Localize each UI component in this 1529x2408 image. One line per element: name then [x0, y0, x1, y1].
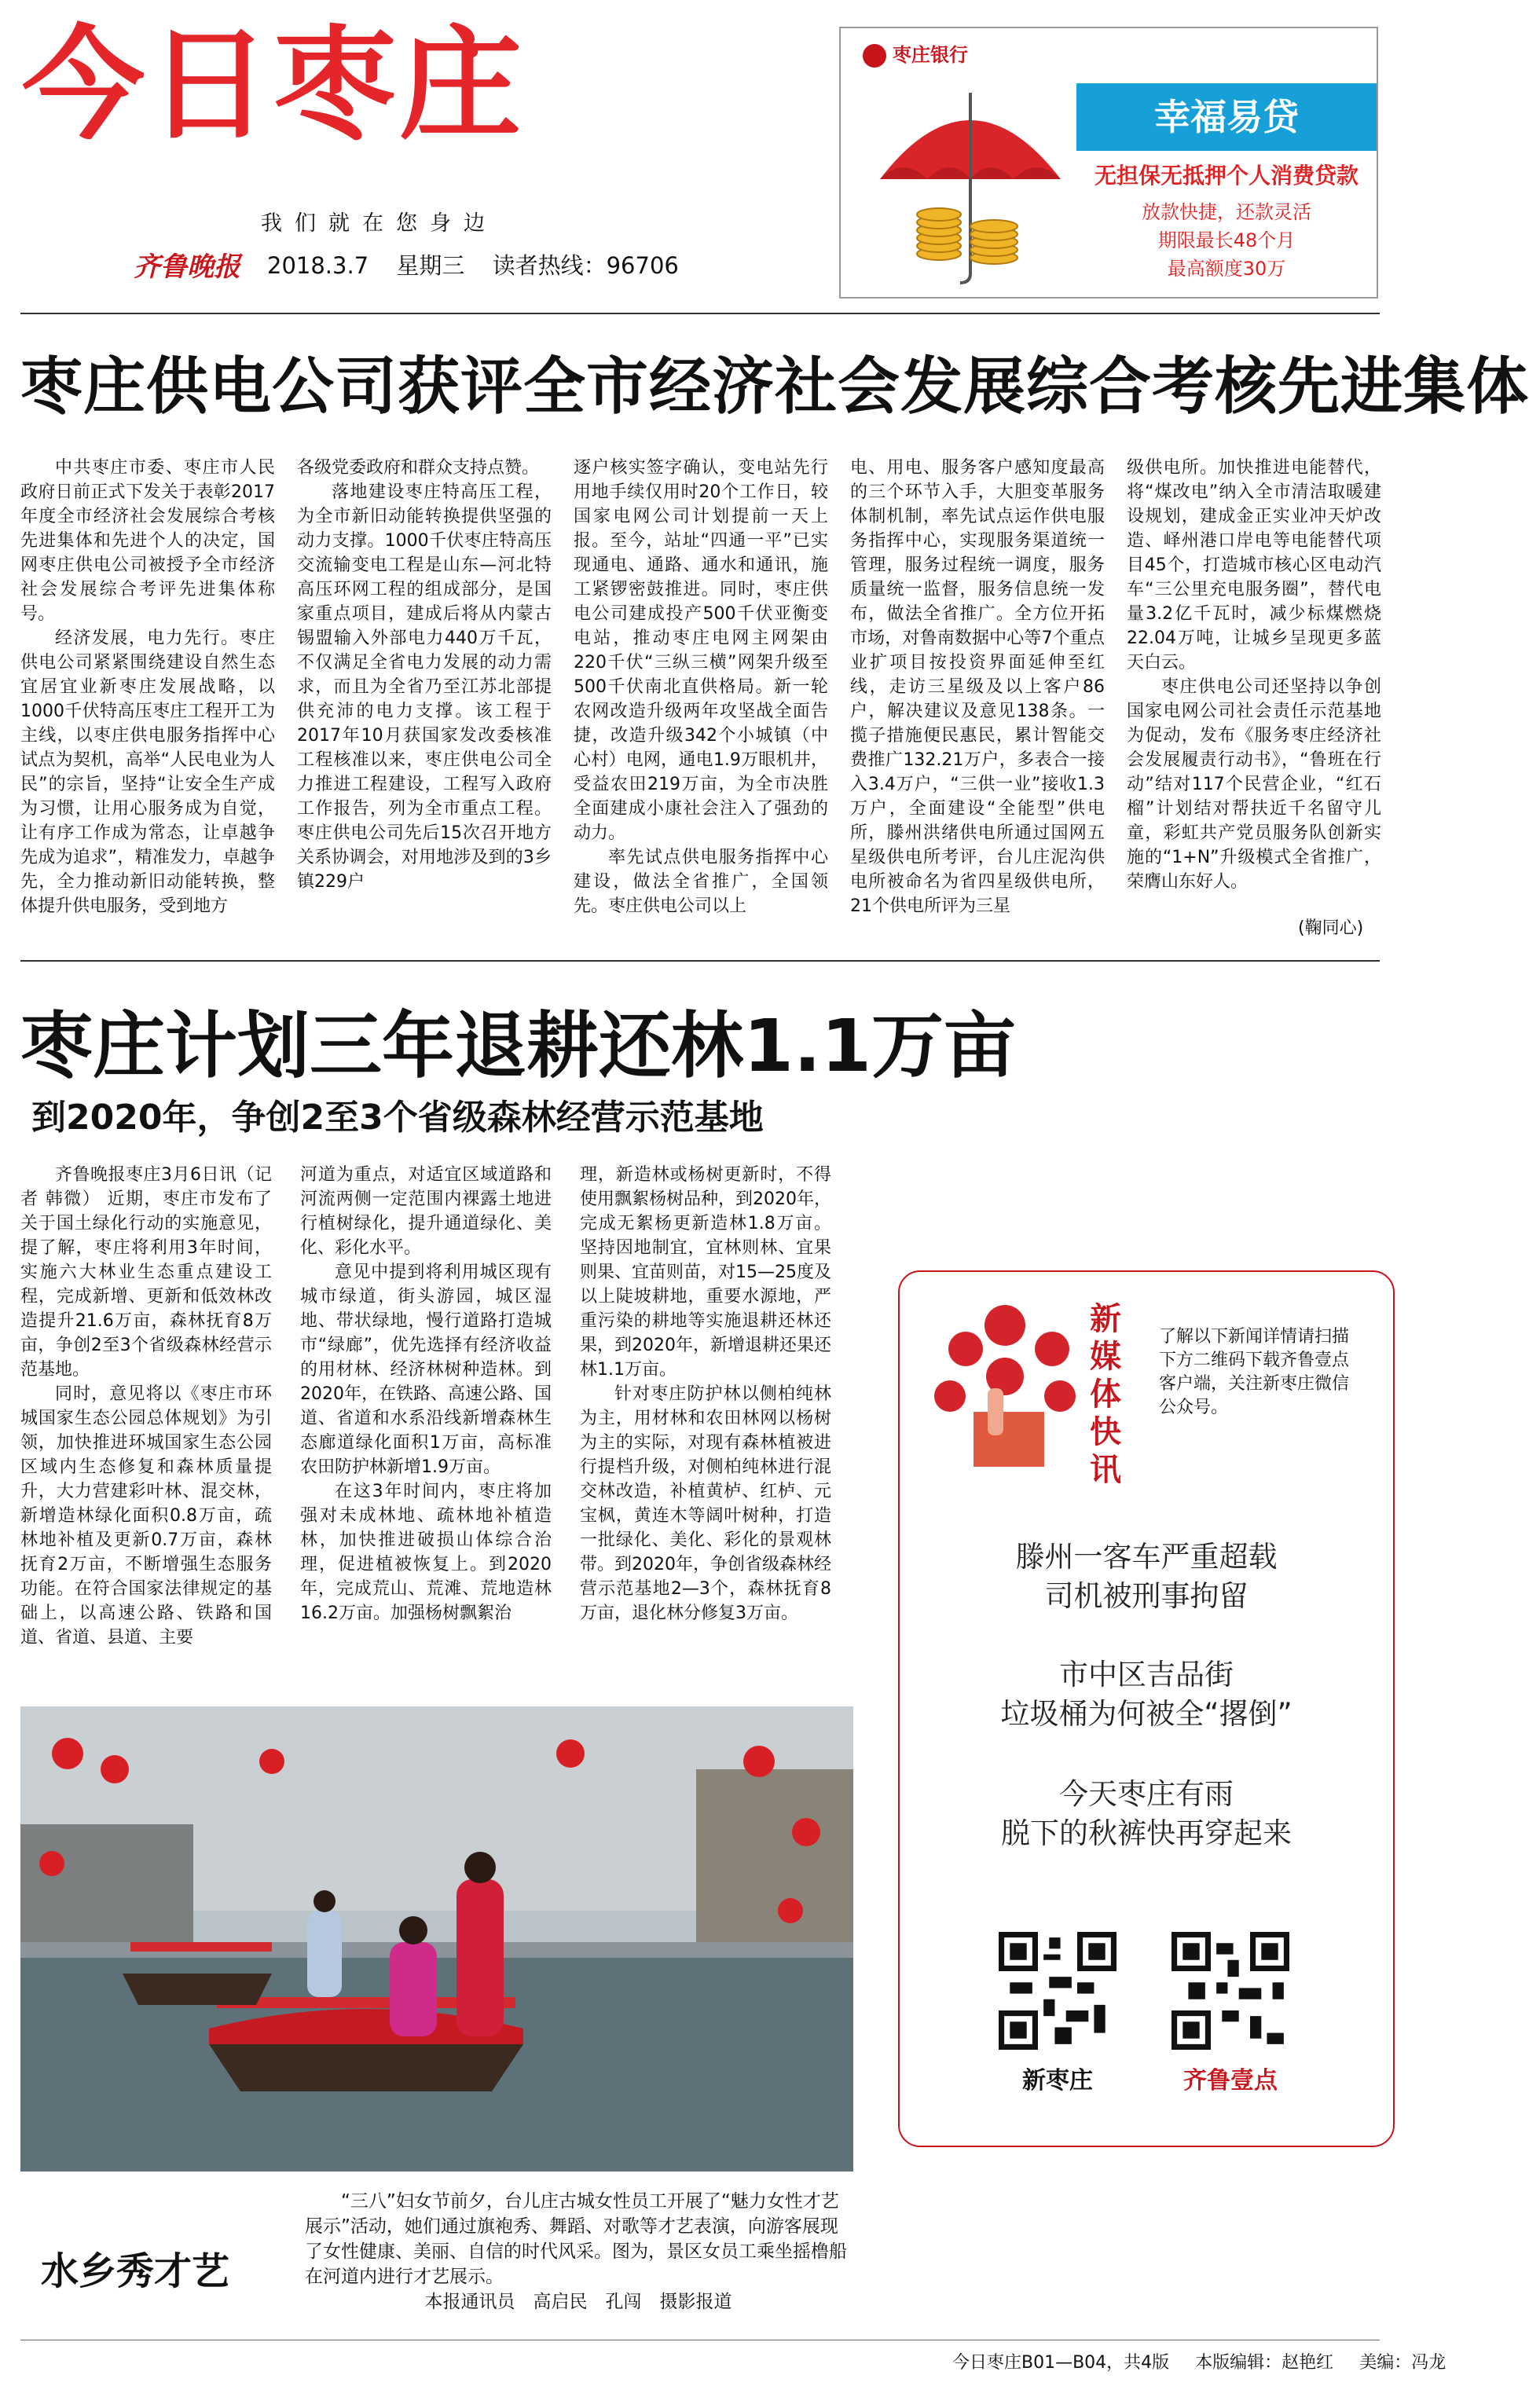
ad-line-4: 最高额度30万 — [1167, 258, 1286, 280]
ad-line-2: 放款快捷，还款灵活 — [1142, 201, 1311, 223]
divider — [20, 313, 1380, 314]
bank-logo-icon — [863, 44, 886, 68]
article-1-column-3: 逐户核实签字确认，变电站先行用地手续仅用时20个工作日，较国家电网公司计划提前一天上报。至今，站址“四通一平”已实现通电、通路、通水和通讯，施工紧锣密鼓推进。同时，枣庄供电公司建成投产500千伏亚衡变电站，推动枣庄电网主网架由220千伏“三纵三横”网架升级至500千伏南北直供格局。新一轮农网改造升级两年攻坚战全面告捷，改造升级342个小城镇（中心村）电网，通电1.9万眼机井，受益农田219万亩，为全市决胜全面建成小康社会注入了强劲的动力。 率先试点供电服务指挥中心建设，做法全省推广，全国领先。枣庄供电公司以上 — [574, 458, 828, 916]
photo-caption: “三八”妇女节前夕，台儿庄古城女性员工开展了“魅力女性才艺展示”活动，她们通过旗袍秀、舞蹈、对歌等才艺表演，向游客展现了女性健康、美丽、自信的时代风采。图为，景区女员工乘坐摇橹船在河道内进行才艺展示。 本报通讯员 高启民 孔闯 摄影报道 — [305, 2189, 852, 2315]
umbrella-coins-icon — [872, 77, 1069, 289]
article-1-column-1: 中共枣庄市委、枣庄市人民政府日前正式下发关于表彰2017年度全市经济社会发展综合考核先进集体和先进个人的决定，国网枣庄供电公司被授予全市经济社会发展综合考评先进集体称号。 经济发展，电力先行。枣庄供电公司紧紧围绕建设自然生态宜居宜业新枣庄发展战略，以1000千伏特高压枣庄工程开工为主线，以枣庄供电服务指挥中心试点为契机，高举“人民电业为人民”的宗旨，坚持“让安全生产成为习惯，让用心服务成为自觉，让有序工作成为常态，让卓越争先成为追求”，精准发力，卓越争先，全力推动新旧动能转换，整体提升供电服务，受到地方 — [20, 458, 275, 916]
article-1-column-2: 各级党委政府和群众支持点赞。 落地建设枣庄特高压工程，为全市新旧动能转换提供坚强的动力支撑。1000千伏枣庄特高压交流输变电工程是山东—河北特高压环网工程的组成部分，是国家重点项目，建成后将从内蒙古锡盟输入外部电力440万千瓦，不仅满足全省电力发展的动力需求，而且为全省乃至江苏北部提供充沛的电力支撑。该工程于2017年10月获国家发改委核准工程核准以来，枣庄供电公司全力推进工程建设，工程写入政府工作报告，列为全市重点工程。枣庄供电公司先后15次召开地方关系协调会，对用地涉及到的3乡镇229户 — [297, 458, 552, 892]
new-media-intro: 了解以下新闻详情请扫描下方二维码下载齐鲁壹点客户端，关注新枣庄微信公众号。 — [1159, 1327, 1350, 1417]
qr-code-icon[interactable] — [999, 1932, 1116, 2050]
photo-credit: 本报通讯员 高启民 孔闯 摄影报道 — [424, 2292, 732, 2312]
ad-banner: 幸福易贷 — [1076, 83, 1377, 151]
masthead-slogan: 我们就在您身边 — [261, 211, 497, 236]
article-1-headline[interactable]: 枣庄供电公司获评全市经济社会发展综合考核先进集体 — [20, 350, 1529, 423]
article-1-column-5: 级供电所。加快推进电能替代，将“煤改电”纳入全市清洁取暖建设规划，建成金正实业冲天炉改造、峄州港口岸电等电能替代项目45个，打造城市核心区电动汽车“三公里充电服务圈”，替代电量3.2亿千瓦时，减少标煤燃烧22.04万吨，让城乡呈现更多蓝天白云。 枣庄供电公司还坚持以争创国家电网公司社会责任示范基地为促动，发布《服务枣庄经济社会发展履责行动书》，“鲁班在行动”结对117个民营企业，“红石榴”计划结对帮扶近千名留守儿童，彩虹共产党员服务队创新实施的“1+N”升级模式全省推广，荣膺山东好人。 — [1127, 458, 1381, 892]
footer-pages: 今日枣庄B01—B04，共4版 — [952, 2353, 1170, 2373]
ad-line-1: 无担保无抵押个人消费贷款 — [1094, 163, 1358, 189]
article-2-column-1: 齐鲁晚报枣庄3月6日讯（记者 韩微） 近期，枣庄市发布了关于国土绿化行动的实施意见，提了解，枣庄将利用3年时间，实施六大林业生态重点建设工程，完成新增、更新和低效林改造提升21.6万亩，森林抚育8万亩，争创2至3个省级森林经营示范基地。 同时，意见将以《枣庄市环城国家生态公园总体规划》为引领，加快推进环城国家生态公园区域内生态修复和森林质量提升，大力营建彩叶林、混交林，新增造林绿化面积0.8万亩，疏林地补植及更新0.7万亩，森林抚育2万亩，不断增强生态服务功能。在符合国家法律规定的基础上，以高速公路、铁路和国道、省道、县道、主要 — [20, 1165, 272, 1647]
qr-label-xinzaozhuang: 新枣庄 — [1022, 2067, 1093, 2095]
media-news-item[interactable]: 市中区吉品街 垃圾桶为何被全“撂倒” — [1000, 1658, 1292, 1731]
qr-label-qilu-yidian: 齐鲁壹点 — [1183, 2067, 1278, 2095]
media-news-item[interactable]: 滕州一客车严重超载 司机被刑事拘留 — [1015, 1540, 1278, 1613]
article-2-column-2: 河道为重点，对适宜区域道路和河流两侧一定范围内裸露土地进行植树绿化，提升通道绿化、美化、彩化水平。 意见中提到将利用城区现有城市绿道，街头游园，城区湿地、带状绿地，慢行道路打造城市“绿廊”，优先选择有经济收益的用材林、经济林树种造林。到2020年，在铁路、高速公路、国道、省道和水系沿线新增森林生态廊道绿化面积1万亩，高标准农田防护林新增1.9万亩。 在这3年时间内，枣庄将加强对未成林地、疏林地补植造林，加快推进破损山体综合治理，促进植被恢复上。到2020年，完成荒山、荒滩、荒地造林16.2万亩。加强杨树飘絮治 — [300, 1165, 552, 1623]
paper-brand-logo: 齐鲁晚报 — [134, 251, 240, 283]
canal-boat-photo — [20, 1706, 853, 2172]
new-media-news-box — [898, 1270, 1395, 2147]
issue-weekday: 星期三 — [396, 252, 465, 279]
article-2-column-3: 理，新造林或杨树更新时，不得使用飘絮杨树品种，到2020年，完成无絮杨更新造林1.8万亩。坚持因地制宜，宜林则林、宜果则果、宜苗则苗，对15—25度及以上陡坡耕地，重要水源地，严重污染的耕地等实施退耕还林还果，到2020年，新增退耕还果还林1.1万亩。 针对枣庄防护林以侧柏纯林为主，用材林和农田林网以杨树为主的实际，对现有森林植被进行提档升级，对侧柏纯林进行混交林改造，补植黄栌、红栌、元宝枫，黄连木等阔叶树种，打造一批绿化、美化、彩化的景观林带。到2020年，争创省级森林经营示范基地2—3个，森林抚育8万亩，退化林分修复3万亩。 — [580, 1165, 831, 1623]
footer-editor: 本版编辑：赵艳红 — [1195, 2353, 1334, 2373]
divider — [20, 960, 1380, 962]
bank-name: 枣庄银行 — [863, 39, 968, 68]
ad-line-3: 期限最长48个月 — [1157, 229, 1296, 251]
page-footer — [952, 2349, 1446, 2373]
bank-advertisement[interactable] — [839, 27, 1378, 299]
issue-date: 2018.3.7 — [267, 252, 369, 279]
photo-caption-title: 水乡秀才艺 — [41, 2249, 230, 2293]
article-2-headline[interactable]: 枣庄计划三年退耕还林1.1万亩 — [20, 1004, 1016, 1088]
masthead-title: 今日枣庄 — [22, 13, 525, 156]
new-media-title: 新媒体快讯 — [1090, 1301, 1121, 1488]
media-news-item[interactable]: 今天枣庄有雨 脱下的秋裤快再穿起来 — [1001, 1777, 1292, 1850]
article-1-byline: (鞠同心) — [1298, 918, 1364, 938]
canal-boat-illustration — [20, 1706, 853, 2172]
publication-info — [267, 248, 699, 280]
social-media-hand-icon — [918, 1294, 1091, 1475]
article-1-column-4: 电、用电、服务客户感知度最高的三个环节入手，大胆变革服务体制机制，率先试点运作供电服务指挥中心，实现服务渠道统一管理，服务过程统一调度，服务质量统一监督，服务信息统一发布，做法全省推广。全方位开拓市场，对鲁南数据中心等7个重点业扩项目按投资界面延伸至红线，走访三星级及以上客户86户，解决建议及意见138条。一揽子措施便民惠民，累计智能交费推广132.21万户，多表合一接入3.4万户，“三供一业”接收1.3万户，全面建设“全能型”供电所，滕州洪绪供电所通过国网五星级供电所考评，台儿庄泥沟供电所被命名为省四星级供电所，21个供电所评为三星 — [850, 458, 1105, 916]
reader-hotline: 读者热线：96706 — [492, 252, 679, 279]
qr-code-icon[interactable] — [1172, 1932, 1289, 2050]
footer-designer: 美编：冯龙 — [1359, 2353, 1446, 2373]
article-2-subheadline: 到2020年，争创2至3个省级森林经营示范基地 — [31, 1098, 764, 1138]
